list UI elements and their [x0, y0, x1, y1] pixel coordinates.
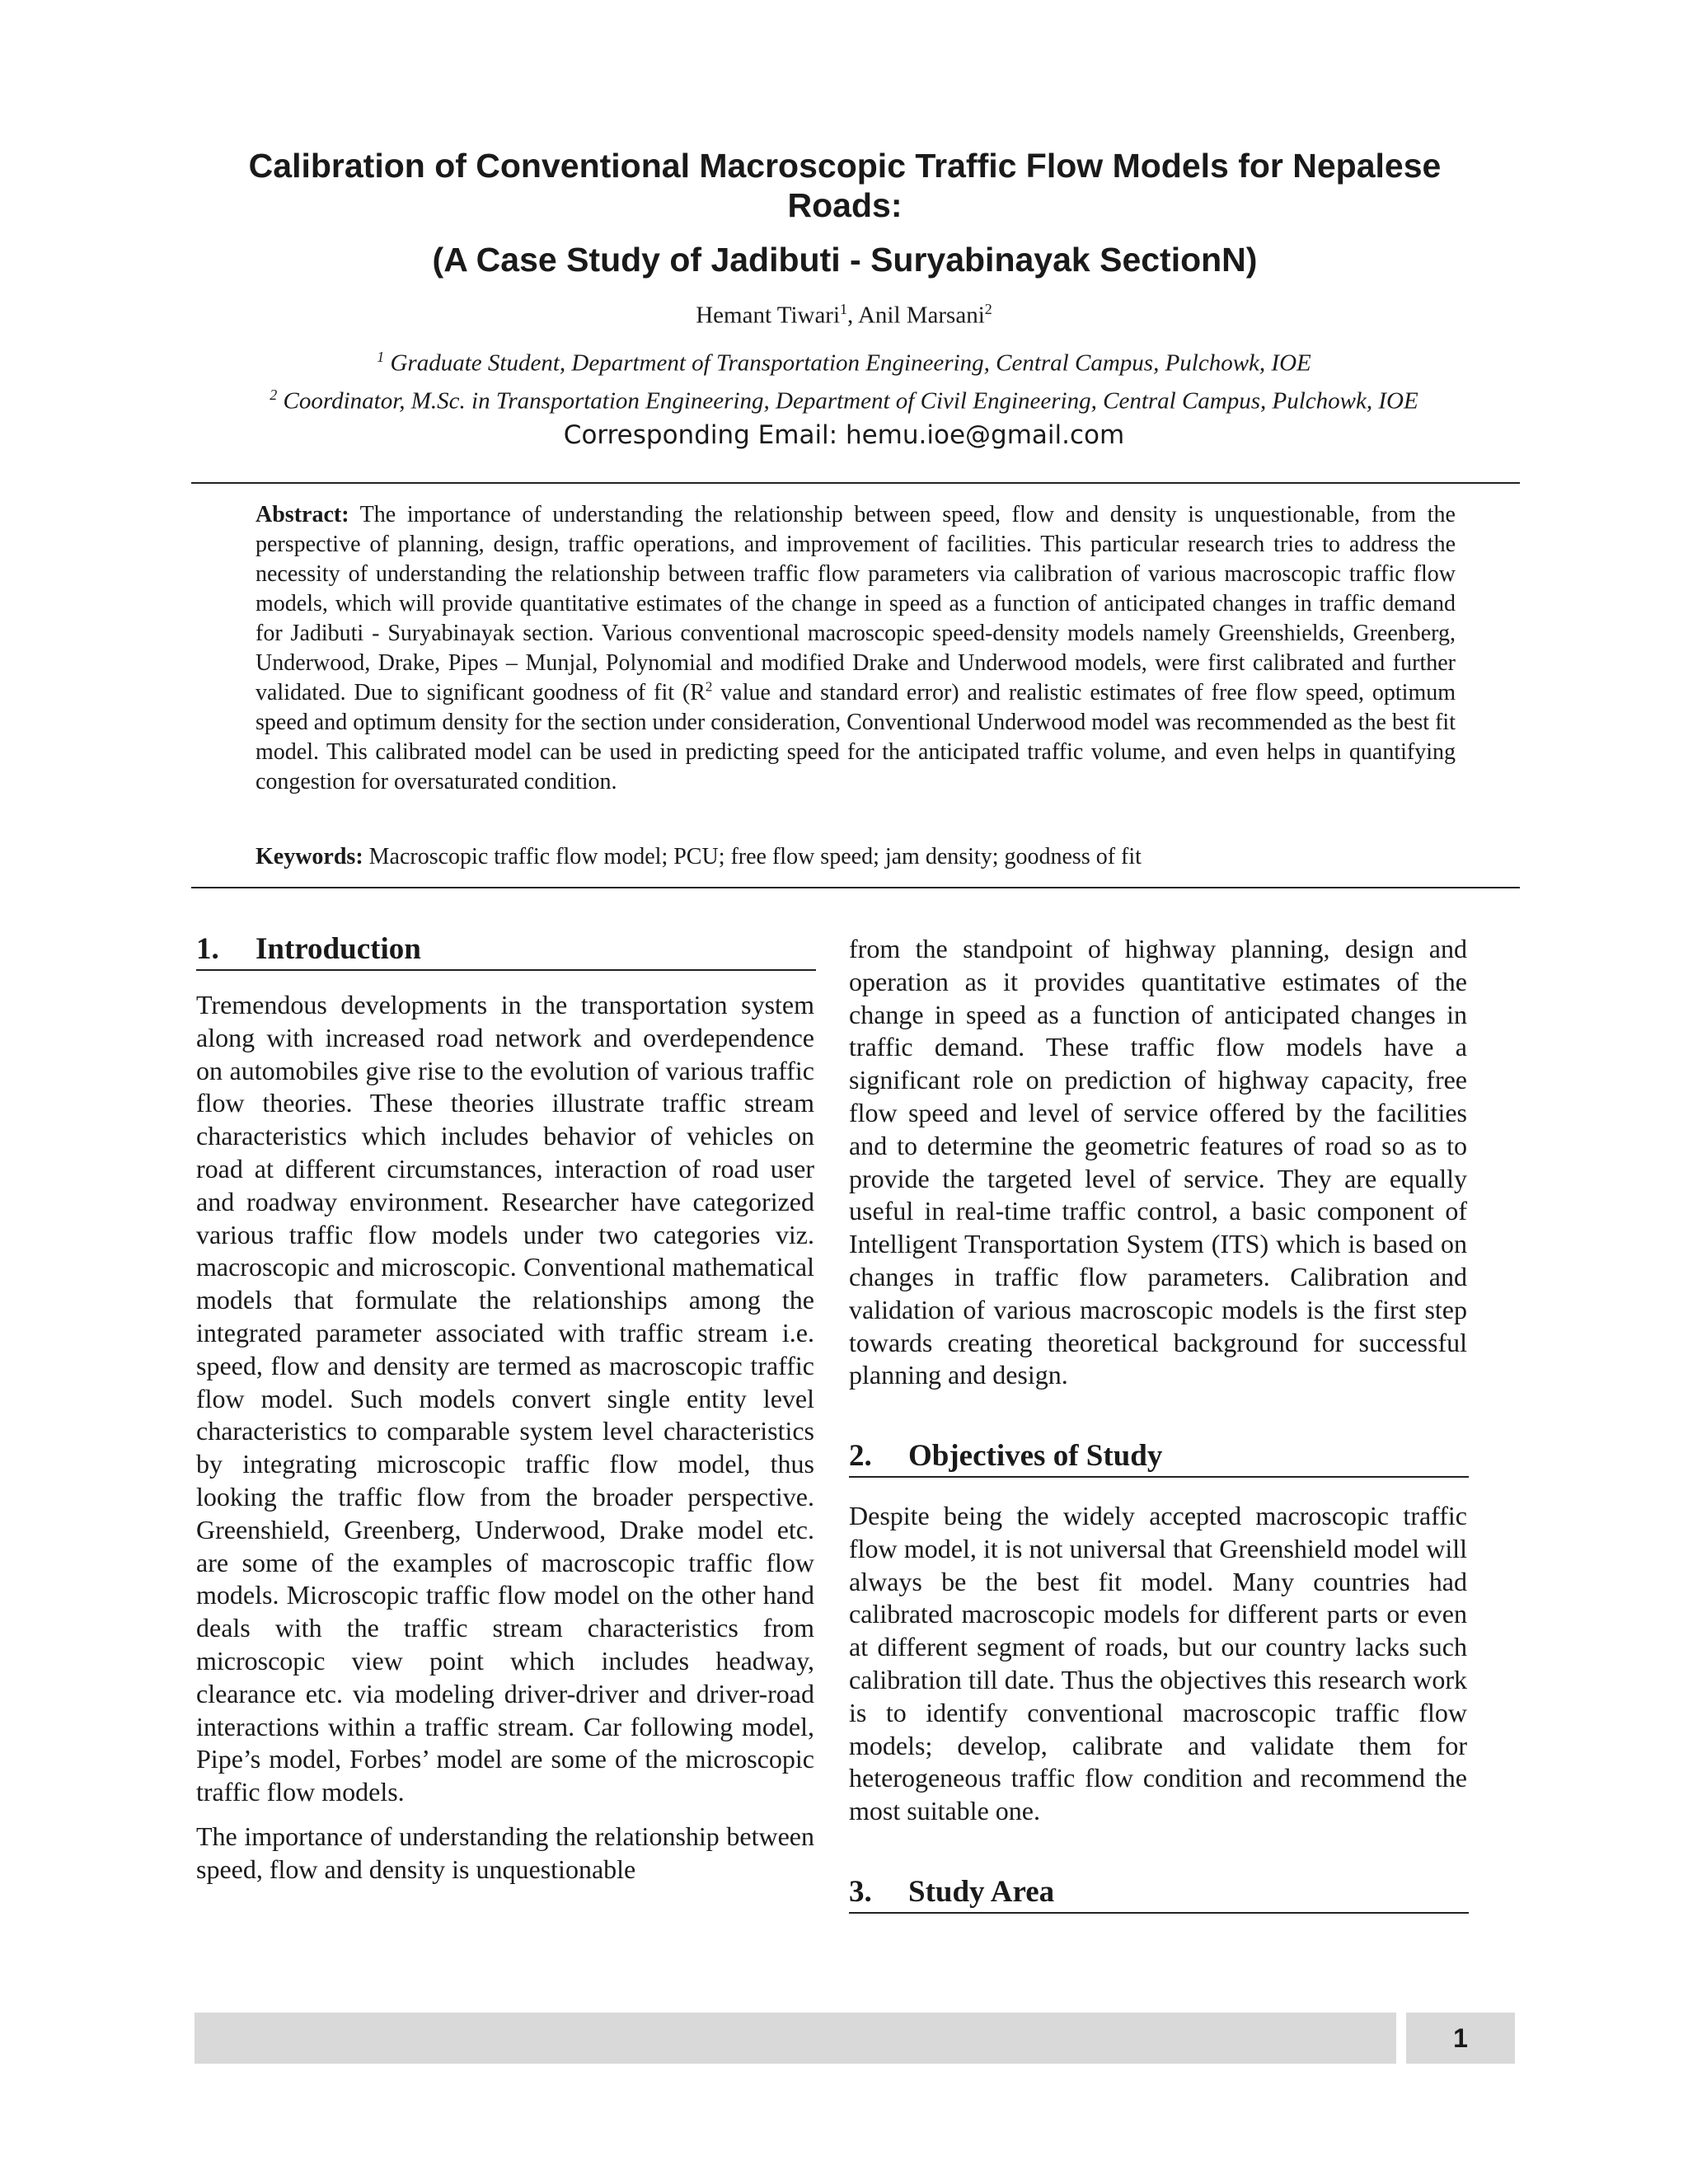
footer-bar [195, 2013, 1396, 2064]
left-column [196, 989, 814, 1886]
intro-paragraph-2: The importance of understanding the relationship between speed, flow and density is unquestionable [196, 1821, 814, 1884]
section-title: Introduction [256, 932, 421, 966]
right-column-top [849, 933, 1467, 1392]
affiliation-text: Graduate Student, Department of Transportation Engineering, Central Campus, Pulchowk, IOE [390, 349, 1311, 377]
author-superscript: 1 [840, 301, 848, 317]
objectives-paragraph: Despite being the widely accepted macroscopic traffic flow model, it is not universal that Greenshield model will always be the best fit model. Many countries had calibrated macroscopic models for different parts or even at different segment of roads, but our country lacks such calibration till date. Thus the objectives this research work is to identify conventional macroscopic traffic flow models; develop, calibrate and validate them for heterogeneous traffic flow condition and recommend the most suitable one. [849, 1501, 1467, 1826]
section-heading-study-area [849, 1874, 1469, 1914]
section-number: 2. [849, 1439, 872, 1473]
section-number: 3. [849, 1875, 872, 1909]
abstract-superscript: 2 [705, 678, 713, 695]
top-divider [191, 482, 1520, 484]
affiliation-text: Coordinator, M.Sc. in Transportation Engineering, Department of Civil Engineering, Central Campus, Pulchowk, IOE [283, 387, 1418, 415]
section-heading-objectives [849, 1438, 1469, 1478]
section-title: Objectives of Study [908, 1439, 1163, 1473]
affiliation-1 [0, 340, 1688, 380]
author-name: Hemant Tiwari [696, 302, 841, 329]
section-title: Study Area [908, 1875, 1055, 1909]
abstract-text: The importance of understanding the relationship between speed, flow and density is unquestionable, from the perspective of planning, design, traffic operations, and improvement of facilities. This particular research tries to address the necessity of understanding the relationship between traffic flow parameters via calibration of various macroscopic traffic flow models, which will provide quantitative estimates of the change in speed as a function of anticipated changes in traffic demand for Jadibuti - Suryabinayak section. Various conventional macroscopic speed-density models namely Greenshields, Greenberg, Underwood, Drake, Pipes – Munjal, Polynomial and modified Drake and Underwood models, were first calibrated and further validated. Due to significant goodness of fit (R [256, 502, 1456, 705]
affiliation-superscript: 2 [270, 387, 278, 403]
abstract-label: Abstract: [256, 502, 349, 527]
section-heading-introduction [196, 931, 816, 971]
intro-paragraph-2-continued: from the standpoint of highway planning, design and operation as it provides quantitative estimates of the change in speed as a function of anticipated changes in traffic demand. These traffic flow models have a significant role on prediction of highway capacity, free flow speed and level of service offered by the facilities and to determine the geometric features of road so as to provide the targeted level of service. They are equally useful in real-time traffic control, a basic component of Intelligent Transportation System (ITS) which is based on changes in traffic flow parameters. Calibration and validation of various macroscopic models is the first step towards creating theoretical background for successful planning and design. [849, 934, 1467, 1390]
objectives-body [849, 1500, 1467, 1828]
affiliation-superscript: 1 [377, 349, 385, 365]
abstract-text-cont: value and standard error) and realistic estimates of free flow speed, optimum speed and optimum density for the section under consideration, Conventional Underwood model was recommended as the best fit model. This calibrated model can be used in predicting speed for the anticipated traffic volume, and even helps in quantifying congestion for oversaturated condition. [256, 680, 1456, 794]
keywords-text: Macroscopic traffic flow model; PCU; free flow speed; jam density; goodness of fit [368, 844, 1142, 869]
author-list [0, 293, 1688, 332]
bottom-divider [191, 887, 1520, 888]
keywords-label: Keywords: [256, 844, 363, 869]
section-number: 1. [196, 932, 219, 966]
author-separator: , [847, 302, 858, 329]
keywords [256, 842, 1456, 872]
intro-paragraph-1: Tremendous developments in the transportation system along with increased road network and overdependence on automobiles give rise to the evolution of various traffic flow theories. These theories illustrate traffic stream characteristics which includes behavior of vehicles on road at different circumstances, interaction of road user and roadway environment. Researcher have categorized various traffic flow models under two categories viz. macroscopic and microscopic. Conventional mathematical models that formulate the relationships among the integrated parameter associated with traffic stream i.e. speed, flow and density are termed as macroscopic traffic flow model. Such models convert single entity level characteristics to comparable system level characteristics by integrating microscopic traffic flow model, thus looking the traffic flow from the broader perspective. Greenshield, Greenberg, Underwood, Drake model etc. are some of the examples of macroscopic traffic flow models. Microscopic traffic flow model on the other hand deals with the traffic stream characteristics from microscopic view point which includes headway, clearance etc. via modeling driver-driver and driver-road interactions within a traffic stream. Car following model, Pipe’s model, Forbes’ model are some of the microscopic traffic flow models. [196, 990, 814, 1807]
abstract [256, 500, 1456, 797]
affiliation-2 [0, 378, 1688, 418]
author-superscript: 2 [984, 301, 992, 317]
paper-title: Calibration of Conventional Macroscopic Traffic Flow Models for Nepalese Roads: [248, 147, 1442, 224]
page-number: 1 [1406, 2013, 1515, 2064]
author-name: Anil Marsani [857, 302, 985, 329]
corresponding-email: Corresponding Email: hemu.ioe@gmail.com [563, 420, 1125, 450]
paper-subtitle: (A Case Study of Jadibuti - Suryabinayak SectionN) [432, 241, 1258, 279]
